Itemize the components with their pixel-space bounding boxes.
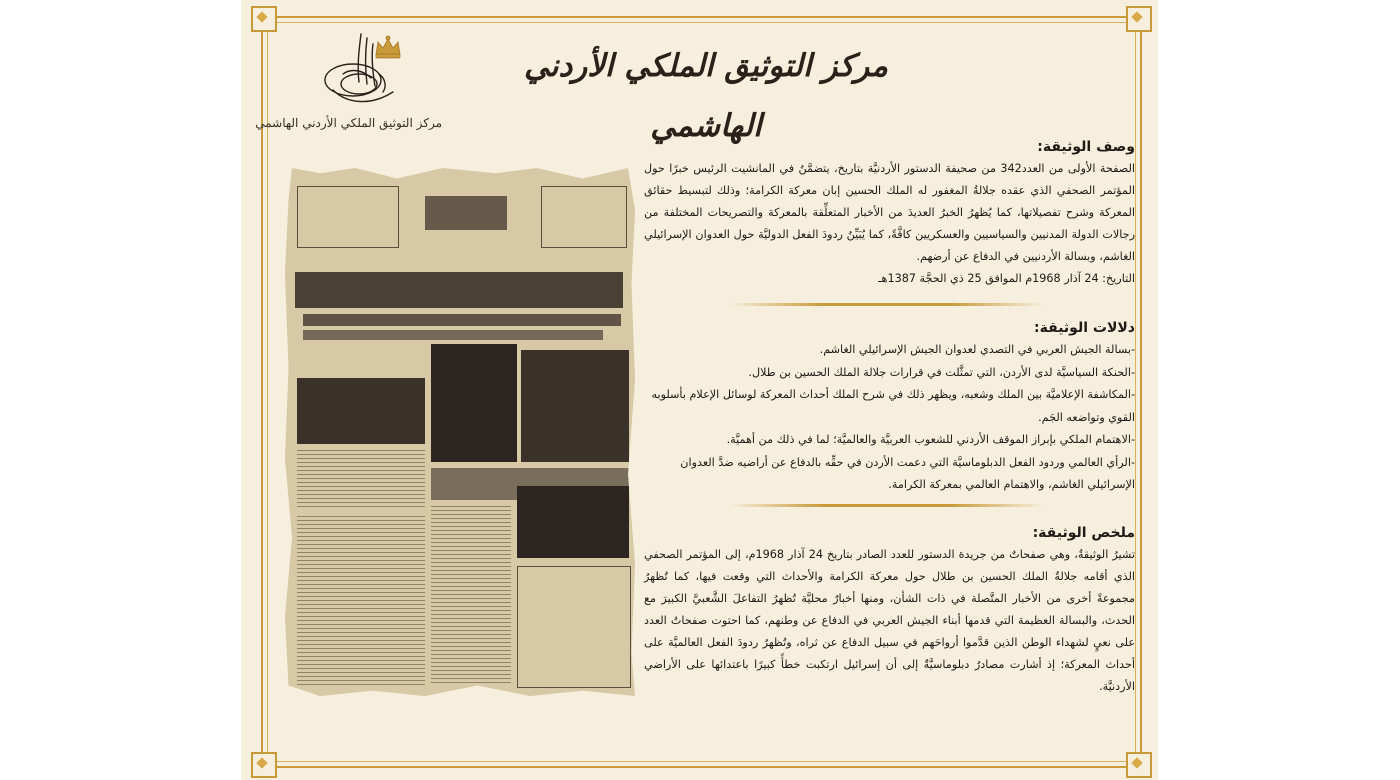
newspaper-ad-box	[541, 186, 627, 248]
description-section	[644, 136, 1135, 290]
newspaper-text-column	[297, 516, 425, 686]
newspaper-title-mark	[425, 196, 507, 230]
newspaper-subheadline	[303, 330, 603, 340]
newspaper-sidebar-box	[517, 566, 631, 688]
significance-item: -الحنكة السياسيَّة لدى الأردن، التي تمثَّلت في قرارات جلالة الملك الحسين بن طلال.	[748, 365, 1135, 379]
summary-section	[644, 522, 1135, 698]
frame-corner-ornament	[251, 6, 277, 32]
significance-heading: دلالات الوثيقة:	[1034, 320, 1135, 336]
newspaper-photo	[517, 486, 629, 558]
description-heading: وصف الوثيقة:	[1037, 139, 1135, 155]
page-title: مركز التوثيق الملكي الأردني الهاشمي	[524, 48, 888, 144]
newspaper-text-column	[297, 450, 425, 510]
document-date: التاريخ: 24 آذار 1968م الموافق 25 ذي الحجَّة 1387هـ	[878, 272, 1135, 285]
significance-item: -المكاشفة الإعلاميَّة بين الملك وشعبه، ويظهر ذلك في شرح الملك أحداث المعركة لوسائل الإعلام بأسلوبه القوي وتواضعه الجَم.	[651, 388, 1135, 424]
significance-item: -الرأي العالمي وردود الفعل الدبلوماسيَّة التي دعمت الأردن في حقِّه بالدفاع عن أراضيه ضدَّ العدوان الإسرائيلي الغاشم، والاهتمام العالمي بمعركة الكرامة.	[680, 455, 1135, 491]
org-name-caption: مركز التوثيق الملكي الأردني الهاشمي	[255, 116, 442, 130]
newspaper-masthead	[297, 186, 399, 248]
emblem-block	[255, 30, 442, 138]
frame-corner-ornament	[1126, 752, 1152, 778]
newspaper-photo	[297, 378, 425, 444]
document-page	[241, 0, 1158, 780]
newspaper-photo	[521, 350, 629, 462]
newspaper-headline	[295, 272, 623, 308]
frame-corner-ornament	[251, 752, 277, 778]
newspaper-photo	[431, 344, 517, 462]
crown-icon	[373, 34, 403, 60]
newspaper-subheadline	[303, 314, 621, 326]
significance-section	[644, 317, 1135, 497]
newspaper-text-column	[431, 506, 511, 686]
frame-corner-ornament	[1126, 6, 1152, 32]
summary-heading: ملخص الوثيقة:	[1032, 525, 1135, 541]
section-divider	[729, 504, 1044, 507]
summary-body: تشيرُ الوثيقةُ، وهي صفحاتٌ من جريدة الدستور للعدد الصادر بتاريخ 24 آذار 1968م، إلى المؤتمر الصحفي الذي أقامه جلالةُ الملك الحسين بن طلال حول معركة الكرامة والأحداث التي وقعت فيها، كما تُظهرُ مجموعةً أخرى من الأخبار المتَّصلة في ذات الشأن، ومنها أخبارٌ محليَّة تُظهرُ التفاعلَ الشَّعبيَّ الكبيرَ مع الحدث، والبسالة العظيمة التي قدمها أبناء الجيش العربي في الدفاع عن وطنهم، كما احتوت صفحاتُ العدد على نعيٍ لشهداء الوطن الذين قدَّموا أرواحَهم في سبيل الدفاع عن ثراه، وتُظهرُ ردودَ الفعل العالميَّة على أحداث المعركة؛ إذ أشارت مصادرُ دبلوماسيَّةٌ إلى أن إسرائيل ارتكبت خطأً كبيرًا باعتدائها على الأراضي الأردنيَّة.	[644, 548, 1136, 693]
newspaper-scan-image	[285, 168, 635, 696]
section-divider	[729, 303, 1044, 306]
significance-item: -الاهتمام الملكي بإبراز الموقف الأردني للشعوب العربيَّة والعالميَّة؛ لما في ذلك من أهميَّة.	[726, 433, 1135, 446]
description-body: الصفحة الأولى من العدد342 من صحيفة الدستور الأردنيَّة بتاريخ، يتضمَّنُ في المانشيت الرئيس خبرًا حول المؤتمر الصحفي الذي عقده جلالةُ المغفور له الملك الحسين إبان معركة الكرامة؛ وذلك لتبسيط حقائق المعركة وشرح تفصيلاتها، كما يُظهرُ الخبرُ العديدَ من الأخبار المتعلِّقة بالمعركة والتصريحات المختلفة من رجالات الدولة المدنيين والسياسيين والعسكريين كافَّةً، كما يُبَيِّنُ ردودَ الفعل الدوليَّة حول العدوان الإسرائيلي الغاشم، وبسالة الأردنيين في الدفاع عن أرضهم.	[644, 162, 1135, 263]
significance-item: -بسالة الجيش العربي في التصدي لعدوان الجيش الإسرائيلي الغاشم.	[819, 343, 1135, 356]
